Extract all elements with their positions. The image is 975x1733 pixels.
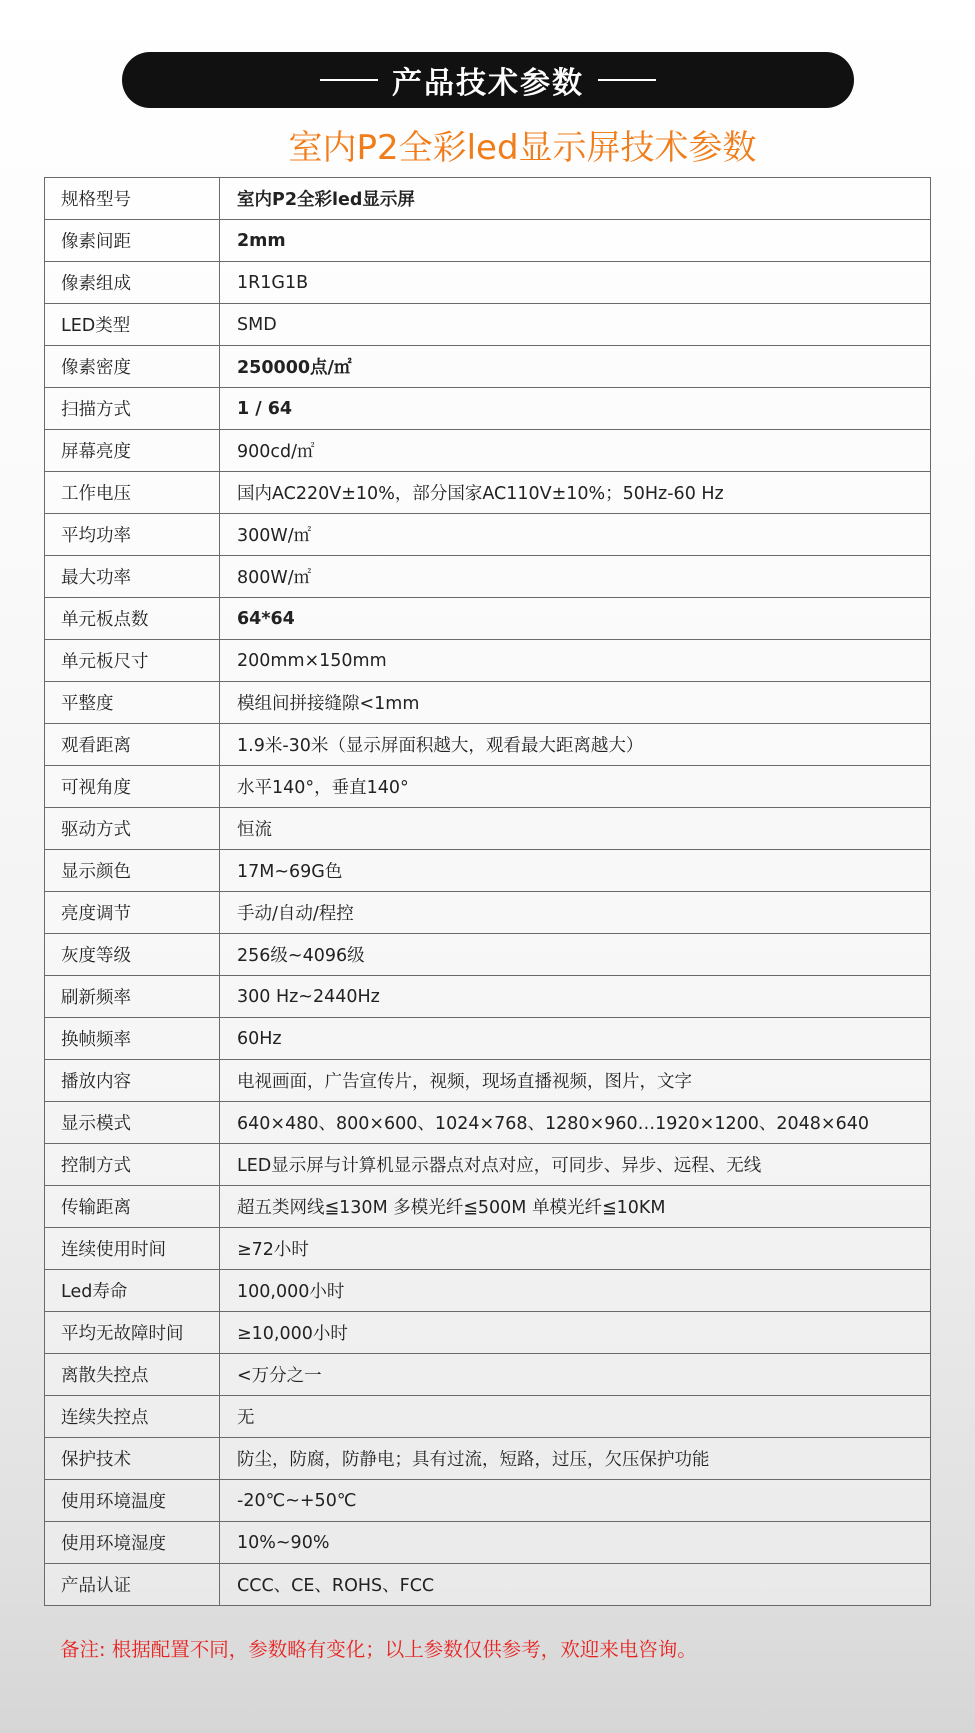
spec-value: 60Hz xyxy=(220,1018,931,1060)
spec-row xyxy=(45,1228,931,1270)
spec-table-title: 室内P2全彩led显示屏技术参数 xyxy=(288,128,757,168)
spec-label: 平均功率 xyxy=(45,514,220,556)
spec-value: 10%~90% xyxy=(220,1522,931,1564)
spec-label: 播放内容 xyxy=(45,1060,220,1102)
spec-value: 电视画面，广告宣传片，视频，现场直播视频，图片，文字 xyxy=(220,1060,931,1102)
spec-row xyxy=(45,220,931,262)
spec-value: 100,000小时 xyxy=(220,1270,931,1312)
spec-value: 水平140°，垂直140° xyxy=(220,766,931,808)
spec-value: 800W/㎡ xyxy=(220,556,931,598)
spec-label: 离散失控点 xyxy=(45,1354,220,1396)
spec-value: 手动/自动/程控 xyxy=(220,892,931,934)
spec-value: ≥10,000小时 xyxy=(220,1312,931,1354)
spec-value: 200mm×150mm xyxy=(220,640,931,682)
spec-row xyxy=(45,1312,931,1354)
spec-row xyxy=(45,1564,931,1606)
spec-row xyxy=(45,1060,931,1102)
spec-label: 刷新频率 xyxy=(45,976,220,1018)
spec-value: 2mm xyxy=(220,220,931,262)
spec-row xyxy=(45,1102,931,1144)
spec-row xyxy=(45,1438,931,1480)
spec-label: 使用环境温度 xyxy=(45,1480,220,1522)
spec-value: 1R1G1B xyxy=(220,262,931,304)
banner-right-dash xyxy=(598,79,656,81)
spec-label: 单元板尺寸 xyxy=(45,640,220,682)
spec-value: 300W/㎡ xyxy=(220,514,931,556)
spec-row xyxy=(45,388,931,430)
spec-value: 250000点/㎡ xyxy=(220,346,931,388)
spec-row xyxy=(45,346,931,388)
spec-value: 1.9米-30米（显示屏面积越大，观看最大距离越大） xyxy=(220,724,931,766)
spec-label: 像素组成 xyxy=(45,262,220,304)
disclaimer-note: 备注: 根据配置不同，参数略有变化；以上参数仅供参考，欢迎来电咨询。 xyxy=(60,1638,697,1661)
spec-value: 室内P2全彩led显示屏 xyxy=(220,178,931,220)
spec-value: 640×480、800×600、1024×768、1280×960…1920×1200、2048×640 xyxy=(220,1102,931,1144)
spec-value: 模组间拼接缝隙<1mm xyxy=(220,682,931,724)
spec-label: 最大功率 xyxy=(45,556,220,598)
spec-row xyxy=(45,1480,931,1522)
spec-label: 连续使用时间 xyxy=(45,1228,220,1270)
spec-row xyxy=(45,598,931,640)
spec-value: LED显示屏与计算机显示器点对点对应，可同步、异步、远程、无线 xyxy=(220,1144,931,1186)
spec-value: CCC、CE、ROHS、FCC xyxy=(220,1564,931,1606)
spec-label: 工作电压 xyxy=(45,472,220,514)
spec-value: 1 / 64 xyxy=(220,388,931,430)
spec-row xyxy=(45,724,931,766)
spec-label: 像素密度 xyxy=(45,346,220,388)
spec-row xyxy=(45,556,931,598)
spec-row xyxy=(45,934,931,976)
spec-table xyxy=(44,177,931,1606)
spec-value: ≥72小时 xyxy=(220,1228,931,1270)
spec-label: 亮度调节 xyxy=(45,892,220,934)
spec-row xyxy=(45,850,931,892)
section-banner xyxy=(122,52,854,108)
spec-row xyxy=(45,640,931,682)
spec-label: 可视角度 xyxy=(45,766,220,808)
spec-value: SMD xyxy=(220,304,931,346)
spec-label: 保护技术 xyxy=(45,1438,220,1480)
spec-label: 观看距离 xyxy=(45,724,220,766)
spec-label: 换帧频率 xyxy=(45,1018,220,1060)
banner-title: 产品技术参数 xyxy=(392,66,584,101)
spec-label: 扫描方式 xyxy=(45,388,220,430)
spec-row xyxy=(45,1522,931,1564)
spec-row xyxy=(45,514,931,556)
spec-row xyxy=(45,976,931,1018)
spec-row xyxy=(45,430,931,472)
spec-value: 防尘，防腐，防静电；具有过流，短路，过压，欠压保护功能 xyxy=(220,1438,931,1480)
spec-value: 超五类网线≦130M 多模光纤≦500M 单模光纤≦10KM xyxy=(220,1186,931,1228)
spec-value: 17M~69G色 xyxy=(220,850,931,892)
spec-value: 恒流 xyxy=(220,808,931,850)
spec-value: 256级~4096级 xyxy=(220,934,931,976)
spec-label: 灰度等级 xyxy=(45,934,220,976)
spec-value: 无 xyxy=(220,1396,931,1438)
banner-left-dash xyxy=(320,79,378,81)
spec-row xyxy=(45,1354,931,1396)
spec-value: -20℃~+50℃ xyxy=(220,1480,931,1522)
spec-row xyxy=(45,808,931,850)
spec-value: <万分之一 xyxy=(220,1354,931,1396)
spec-row xyxy=(45,262,931,304)
spec-row xyxy=(45,1186,931,1228)
spec-row xyxy=(45,304,931,346)
spec-label: 使用环境湿度 xyxy=(45,1522,220,1564)
spec-row xyxy=(45,766,931,808)
spec-row xyxy=(45,1018,931,1060)
spec-value: 900cd/㎡ xyxy=(220,430,931,472)
spec-label: 产品认证 xyxy=(45,1564,220,1606)
spec-row xyxy=(45,1144,931,1186)
spec-label: 平均无故障时间 xyxy=(45,1312,220,1354)
spec-label: 驱动方式 xyxy=(45,808,220,850)
spec-label: 规格型号 xyxy=(45,178,220,220)
spec-label: 传输距离 xyxy=(45,1186,220,1228)
spec-label: 连续失控点 xyxy=(45,1396,220,1438)
spec-value: 国内AC220V±10%，部分国家AC110V±10%；50Hz-60 Hz xyxy=(220,472,931,514)
spec-row xyxy=(45,1270,931,1312)
spec-row xyxy=(45,178,931,220)
spec-label: 显示颜色 xyxy=(45,850,220,892)
spec-label: 显示模式 xyxy=(45,1102,220,1144)
spec-label: 像素间距 xyxy=(45,220,220,262)
spec-row xyxy=(45,1396,931,1438)
spec-value: 300 Hz~2440Hz xyxy=(220,976,931,1018)
spec-label: LED类型 xyxy=(45,304,220,346)
spec-label: 平整度 xyxy=(45,682,220,724)
spec-row xyxy=(45,892,931,934)
spec-row xyxy=(45,682,931,724)
spec-label: 屏幕亮度 xyxy=(45,430,220,472)
spec-label: Led寿命 xyxy=(45,1270,220,1312)
spec-label: 控制方式 xyxy=(45,1144,220,1186)
spec-label: 单元板点数 xyxy=(45,598,220,640)
spec-value: 64*64 xyxy=(220,598,931,640)
spec-row xyxy=(45,472,931,514)
